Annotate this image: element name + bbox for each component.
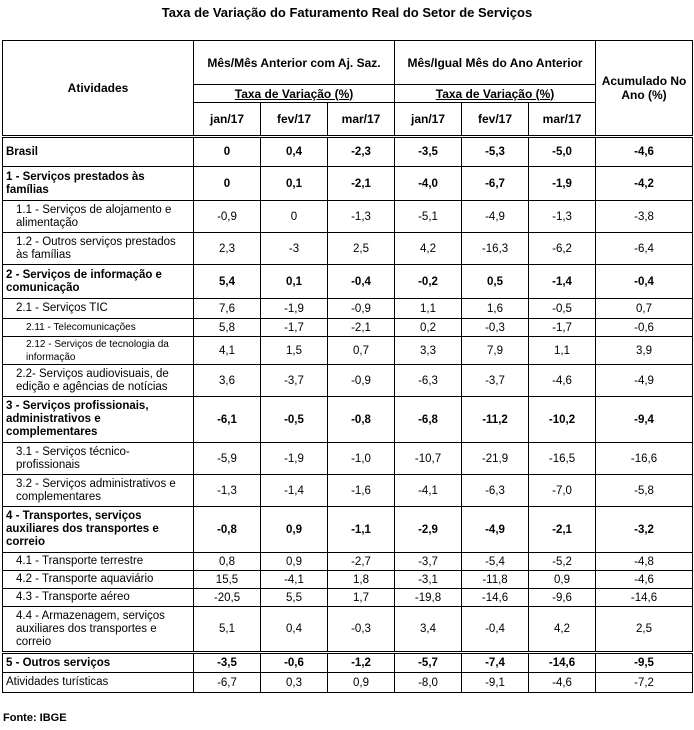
value-cell: -11,2: [462, 397, 529, 443]
table-row: [3, 673, 693, 693]
value-cell: -0,6: [596, 319, 693, 337]
activity-label: 2 - Serviços de informação e comunicação: [3, 265, 194, 299]
activity-label: 1.1 - Serviços de alojamento e alimentação: [3, 201, 194, 233]
value-cell: 0,1: [261, 265, 328, 299]
value-cell: -14,6: [596, 589, 693, 607]
value-cell: -14,6: [462, 589, 529, 607]
table-body: [3, 137, 693, 693]
rate-header-1-label: Taxa de Variação (%): [234, 86, 354, 101]
value-cell: -1,7: [529, 319, 596, 337]
table-row: [3, 607, 693, 653]
value-cell: -1,7: [261, 319, 328, 337]
table-row: [3, 475, 693, 507]
activity-label: Atividades turísticas: [3, 673, 194, 693]
month-header: jan/17: [395, 103, 462, 137]
activities-header: Atividades: [3, 41, 194, 137]
value-cell: 7,9: [462, 337, 529, 365]
value-cell: -6,2: [529, 233, 596, 265]
value-cell: -1,9: [261, 443, 328, 475]
value-cell: -3,8: [596, 201, 693, 233]
monthly-adjusted-header: Mês/Mês Anterior com Aj. Saz.: [194, 41, 395, 85]
activity-label: 4.3 - Transporte aéreo: [3, 589, 194, 607]
value-cell: 0: [261, 201, 328, 233]
value-cell: 3,9: [596, 337, 693, 365]
value-cell: -3,7: [462, 365, 529, 397]
value-cell: -6,7: [194, 673, 261, 693]
rate-header-2-label: Taxa de Variação (%): [435, 86, 555, 101]
value-cell: -4,8: [596, 553, 693, 571]
value-cell: -1,4: [529, 265, 596, 299]
rate-header-1: [194, 85, 395, 103]
value-cell: -6,3: [462, 475, 529, 507]
services-revenue-table: [2, 40, 693, 693]
value-cell: -5,7: [395, 653, 462, 673]
month-header: jan/17: [194, 103, 261, 137]
activity-label: 2.11 - Telecomunicações: [3, 319, 194, 337]
value-cell: -4,6: [596, 137, 693, 167]
value-cell: -0,9: [328, 365, 395, 397]
value-cell: -4,9: [596, 365, 693, 397]
value-cell: -3,1: [395, 571, 462, 589]
value-cell: -2,9: [395, 507, 462, 553]
value-cell: -6,4: [596, 233, 693, 265]
month-header: mar/17: [529, 103, 596, 137]
table-row: [3, 653, 693, 673]
value-cell: -1,3: [194, 475, 261, 507]
month-header: fev/17: [462, 103, 529, 137]
value-cell: 1,7: [328, 589, 395, 607]
value-cell: 1,6: [462, 299, 529, 319]
value-cell: 0,9: [529, 571, 596, 589]
value-cell: -3,7: [261, 365, 328, 397]
value-cell: -0,5: [261, 397, 328, 443]
value-cell: -16,5: [529, 443, 596, 475]
value-cell: -3,5: [194, 653, 261, 673]
activity-label: 2.2- Serviços audiovisuais, de edição e agências de notícias: [3, 365, 194, 397]
value-cell: -4,9: [462, 201, 529, 233]
table-row: [3, 201, 693, 233]
activity-label: 4.4 - Armazenagem, serviços auxiliares dos transportes e correio: [3, 607, 194, 653]
value-cell: 0,9: [261, 507, 328, 553]
value-cell: -0,3: [328, 607, 395, 653]
value-cell: 3,4: [395, 607, 462, 653]
value-cell: -11,8: [462, 571, 529, 589]
value-cell: -5,4: [462, 553, 529, 571]
value-cell: 1,1: [395, 299, 462, 319]
value-cell: -0,2: [395, 265, 462, 299]
value-cell: -7,0: [529, 475, 596, 507]
value-cell: -3,7: [395, 553, 462, 571]
value-cell: -8,0: [395, 673, 462, 693]
value-cell: -16,3: [462, 233, 529, 265]
value-cell: -4,6: [529, 365, 596, 397]
value-cell: -4,6: [529, 673, 596, 693]
activity-label: 5 - Outros serviços: [3, 653, 194, 673]
value-cell: 1,1: [529, 337, 596, 365]
value-cell: -1,0: [328, 443, 395, 475]
value-cell: 3,6: [194, 365, 261, 397]
value-cell: -0,9: [194, 201, 261, 233]
value-cell: 4,1: [194, 337, 261, 365]
value-cell: 0,9: [261, 553, 328, 571]
value-cell: 0,3: [261, 673, 328, 693]
value-cell: 5,1: [194, 607, 261, 653]
value-cell: 2,5: [596, 607, 693, 653]
value-cell: -9,5: [596, 653, 693, 673]
value-cell: -2,1: [328, 319, 395, 337]
table-row: [3, 589, 693, 607]
value-cell: -2,3: [328, 137, 395, 167]
value-cell: 0,2: [395, 319, 462, 337]
value-cell: -9,6: [529, 589, 596, 607]
table-row: [3, 553, 693, 571]
value-cell: -1,3: [529, 201, 596, 233]
value-cell: -4,9: [462, 507, 529, 553]
table-row: [3, 265, 693, 299]
value-cell: 0,7: [328, 337, 395, 365]
value-cell: -3,5: [395, 137, 462, 167]
value-cell: -2,1: [328, 167, 395, 201]
source-note: Fonte: IBGE: [3, 712, 67, 724]
value-cell: 0,4: [261, 607, 328, 653]
value-cell: 0,4: [261, 137, 328, 167]
value-cell: 0: [194, 137, 261, 167]
month-header: mar/17: [328, 103, 395, 137]
activity-label: Brasil: [3, 137, 194, 167]
activity-label: 2.12 - Serviços de tecnologia da informação: [3, 337, 194, 365]
value-cell: -4,6: [596, 571, 693, 589]
activity-label: 4.2 - Transporte aquaviário: [3, 571, 194, 589]
value-cell: -10,2: [529, 397, 596, 443]
table-row: [3, 365, 693, 397]
table-row: [3, 299, 693, 319]
table-row: [3, 319, 693, 337]
value-cell: -5,9: [194, 443, 261, 475]
value-cell: -6,7: [462, 167, 529, 201]
activity-label: 3 - Serviços profissionais, administrativos e complementares: [3, 397, 194, 443]
table-row: [3, 233, 693, 265]
value-cell: 7,6: [194, 299, 261, 319]
value-cell: -9,4: [596, 397, 693, 443]
value-cell: -0,8: [194, 507, 261, 553]
value-cell: -4,0: [395, 167, 462, 201]
value-cell: 0,8: [194, 553, 261, 571]
value-cell: 4,2: [529, 607, 596, 653]
value-cell: 1,5: [261, 337, 328, 365]
value-cell: 0: [194, 167, 261, 201]
yoy-header: Mês/Igual Mês do Ano Anterior: [395, 41, 596, 85]
value-cell: -6,8: [395, 397, 462, 443]
value-cell: 5,4: [194, 265, 261, 299]
value-cell: -0,4: [462, 607, 529, 653]
value-cell: -2,7: [328, 553, 395, 571]
value-cell: -3,2: [596, 507, 693, 553]
value-cell: -10,7: [395, 443, 462, 475]
activity-label: 1 - Serviços prestados às famílias: [3, 167, 194, 201]
value-cell: 4,2: [395, 233, 462, 265]
value-cell: -5,3: [462, 137, 529, 167]
value-cell: -9,1: [462, 673, 529, 693]
value-cell: -16,6: [596, 443, 693, 475]
value-cell: 0,7: [596, 299, 693, 319]
value-cell: -0,4: [596, 265, 693, 299]
value-cell: -14,6: [529, 653, 596, 673]
value-cell: -3: [261, 233, 328, 265]
value-cell: 3,3: [395, 337, 462, 365]
value-cell: -5,1: [395, 201, 462, 233]
value-cell: 2,5: [328, 233, 395, 265]
value-cell: -7,4: [462, 653, 529, 673]
value-cell: 0,9: [328, 673, 395, 693]
value-cell: -4,2: [596, 167, 693, 201]
value-cell: 2,3: [194, 233, 261, 265]
table-row: [3, 167, 693, 201]
value-cell: -4,1: [261, 571, 328, 589]
value-cell: -21,9: [462, 443, 529, 475]
activity-label: 1.2 - Outros serviços prestados às famílias: [3, 233, 194, 265]
table-row: [3, 137, 693, 167]
value-cell: -19,8: [395, 589, 462, 607]
table-row: [3, 337, 693, 365]
value-cell: -1,1: [328, 507, 395, 553]
value-cell: -0,3: [462, 319, 529, 337]
value-cell: -6,3: [395, 365, 462, 397]
table-title: Taxa de Variação do Faturamento Real do Setor de Serviços: [161, 5, 533, 20]
value-cell: -7,2: [596, 673, 693, 693]
value-cell: -1,3: [328, 201, 395, 233]
activity-label: 4.1 - Transporte terrestre: [3, 553, 194, 571]
table-row: [3, 443, 693, 475]
value-cell: 1,8: [328, 571, 395, 589]
value-cell: -2,1: [529, 507, 596, 553]
value-cell: 5,5: [261, 589, 328, 607]
value-cell: -5,8: [596, 475, 693, 507]
value-cell: -5,2: [529, 553, 596, 571]
value-cell: -0,5: [529, 299, 596, 319]
activity-label: 3.2 - Serviços administrativos e complementares: [3, 475, 194, 507]
value-cell: -1,2: [328, 653, 395, 673]
table-row: [3, 571, 693, 589]
month-header: fev/17: [261, 103, 328, 137]
activity-label: 3.1 - Serviços técnico-profissionais: [3, 443, 194, 475]
activity-label: 2.1 - Serviços TIC: [3, 299, 194, 319]
rate-header-2: [395, 85, 596, 103]
value-cell: -0,6: [261, 653, 328, 673]
table-row: [3, 397, 693, 443]
value-cell: -1,9: [529, 167, 596, 201]
value-cell: -0,9: [328, 299, 395, 319]
value-cell: -6,1: [194, 397, 261, 443]
table-row: [3, 507, 693, 553]
activity-label: 4 - Transportes, serviços auxiliares dos transportes e correio: [3, 507, 194, 553]
value-cell: -1,4: [261, 475, 328, 507]
value-cell: -4,1: [395, 475, 462, 507]
value-cell: -0,4: [328, 265, 395, 299]
value-cell: -1,6: [328, 475, 395, 507]
value-cell: -20,5: [194, 589, 261, 607]
value-cell: 0,1: [261, 167, 328, 201]
value-cell: -0,8: [328, 397, 395, 443]
value-cell: 5,8: [194, 319, 261, 337]
value-cell: 0,5: [462, 265, 529, 299]
value-cell: -5,0: [529, 137, 596, 167]
accumulated-header: Acumulado No Ano (%): [596, 41, 693, 137]
value-cell: 15,5: [194, 571, 261, 589]
value-cell: -1,9: [261, 299, 328, 319]
